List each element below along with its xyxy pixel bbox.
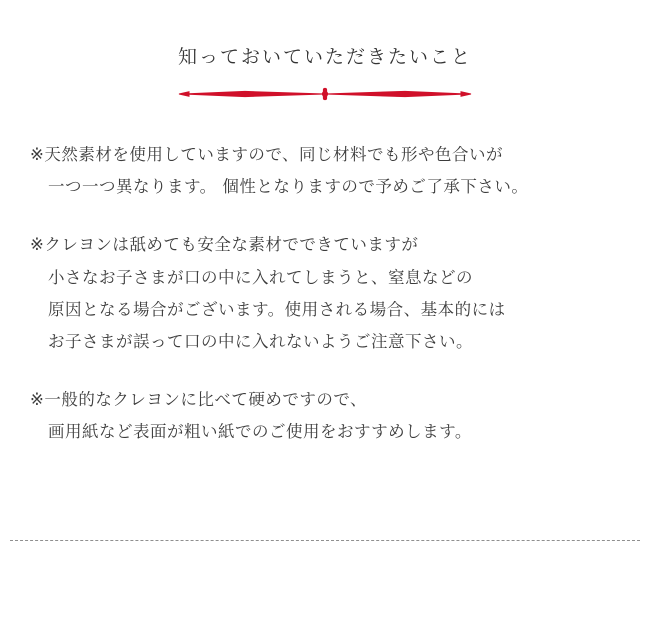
- paragraph-line: ※一般的なクレヨンに比べて硬めですので、: [30, 390, 367, 410]
- paragraph-line: 原因となる場合がございます。使用される場合、基本的には: [48, 299, 506, 319]
- document-page: [0, 42, 650, 622]
- paragraph-line: 画用紙など表面が粗い紙でのご使用をおすすめします。: [48, 422, 472, 442]
- paragraph-paper-recommendation: [30, 384, 620, 448]
- paragraph-natural-materials: [30, 139, 620, 203]
- paragraph-line: 小さなお子さまが口の中に入れてしまうと、窒息などの: [48, 267, 473, 287]
- paragraph-line: お子さまが誤って口の中に入れないようご注意下さい。: [48, 331, 473, 351]
- decorative-divider-icon: [175, 85, 475, 103]
- paragraph-line: ※天然素材を使用していますので、同じ材料でも形や色合いが: [30, 145, 503, 164]
- paragraph-line: 一つ一つ異なります。 個性となりますので予めご了承下さい。: [48, 177, 529, 197]
- notice-body: [30, 139, 620, 448]
- page-title: 知っておいていただきたいこと: [177, 46, 472, 68]
- paragraph-line: ※クレヨンは舐めても安全な素材でできていますが: [30, 235, 419, 255]
- paragraph-safety-warning: [30, 229, 620, 358]
- dashed-separator: [10, 540, 640, 541]
